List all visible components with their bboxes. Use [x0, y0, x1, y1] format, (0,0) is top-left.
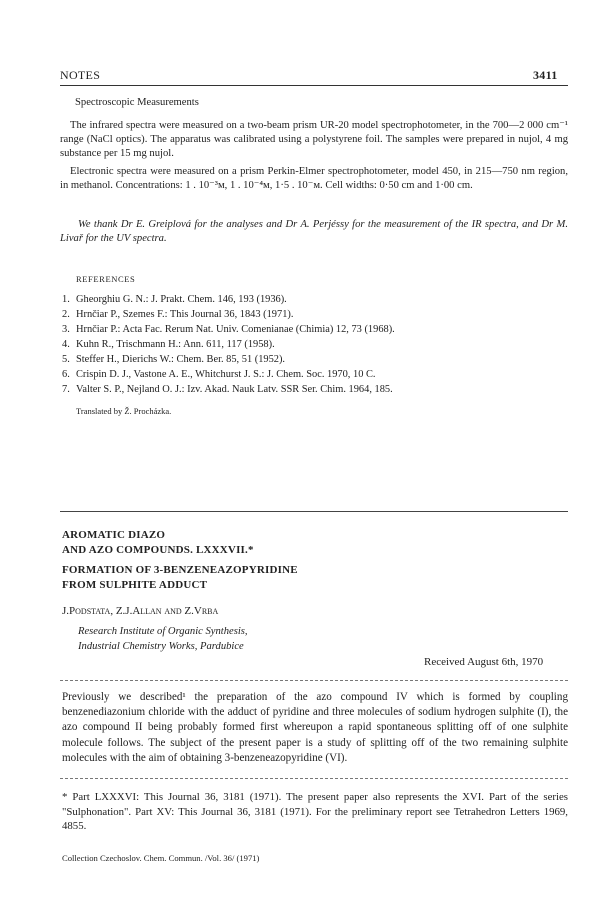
reference-item: 2. Hrnčiar P., Szemes F.: This Journal 36, 1843 (1971).: [62, 309, 294, 320]
reference-item: 7. Valter S. P., Nejland O. J.: Izv. Akad. Nauk Latv. SSR Ser. Chim. 1964, 185.: [62, 384, 393, 395]
abstract-rule-top: [60, 680, 568, 681]
footnote: * Part LXXXVI: This Journal 36, 3181 (1971). The present paper also represents the XVI. Part of the series "Sulphonation". Part XV: This Journal 36, 3181 (1971). For the preliminary report see Tetrahedron Letters 1969, 4855.: [62, 791, 568, 832]
references-list: [62, 292, 568, 397]
authors: J.Podstata, Z.J.Allan and Z.Vrba: [62, 605, 219, 617]
reference-item: 6. Crispin D. J., Vastone A. E., Whitchurst J. S.: J. Chem. Soc. 1970, 10 C.: [62, 369, 376, 380]
intro-paragraph: Previously we described¹ the preparation of the azo compound IV which is formed by coupling benzenediazonium chloride with the adduct of pyridine and three molecules of sodium hydrogen sulphite (I), the azo compound II being probably formed first whereupon a rapid spontaneous splitting off of one sulphite molecule follows. The subject of the present paper is a study of splitting off of the two remaining sulphite molecules with the aim of obtaining 3-benzeneazopyridine (VI).: [62, 691, 568, 764]
translator-note: Translated by Ž. Procházka.: [76, 406, 172, 416]
article-title-line2: AND AZO COMPOUNDS. LXXXVII.*: [62, 544, 254, 556]
section-title: Spectroscopic Measurements: [75, 97, 199, 108]
article-separator: [60, 511, 568, 512]
acknowledgement: We thank Dr E. Greiplová for the analyses and Dr A. Perjéssy for the measurement of the IR spectra, and Dr M. Livař for the UV spectra.: [60, 219, 568, 244]
affiliation-line2: Industrial Chemistry Works, Pardubice: [78, 641, 244, 652]
references-title: REFERENCES: [76, 274, 136, 284]
page-number: 3411: [533, 68, 558, 82]
footer-citation: Collection Czechoslov. Chem. Commun. /Vol. 36/ (1971): [62, 853, 260, 863]
reference-item: 1. Gheorghiu G. N.: J. Prakt. Chem. 146, 193 (1936).: [62, 294, 287, 305]
article-subtitle-line1: FORMATION OF 3-BENZENEAZOPYRIDINE: [62, 564, 298, 576]
paragraph-electronic-spectra: Electronic spectra were measured on a prism Perkin-Elmer spectrophotometer, model 450, in 215—750 nm region, in methanol. Concentrations: 1 . 10⁻³ᴍ, 1 . 10⁻⁴ᴍ, 1·5 . 10⁻ᴍ. Cell widths: 0·50 cm and 1·00 cm.: [60, 166, 568, 191]
reference-item: 3. Hrnčiar P.: Acta Fac. Rerum Nat. Univ. Comenianae (Chimia) 12, 73 (1968).: [62, 324, 395, 335]
reference-item: 4. Kuhn R., Trischmann H.: Ann. 611, 117 (1958).: [62, 339, 275, 350]
affiliation-line1: Research Institute of Organic Synthesis,: [78, 626, 248, 637]
running-header-section: NOTES: [60, 68, 101, 82]
received-date: Received August 6th, 1970: [424, 656, 544, 668]
paragraph-ir-spectra: The infrared spectra were measured on a two-beam prism UR-20 model spectrophotometer, in the 700—2 000 cm⁻¹ range (NaCl optics). The apparatus was calibrated using a polystyrene foil. The samples were prepared in nujol, 4 mg substance per 15 mg nujol.: [60, 120, 568, 159]
header-rule: [60, 85, 568, 86]
reference-item: 5. Steffer H., Dierichs W.: Chem. Ber. 85, 51 (1952).: [62, 354, 286, 365]
footnote-rule: [60, 778, 568, 779]
article-title-line1: AROMATIC DIAZO: [62, 529, 166, 541]
article-subtitle-line2: FROM SULPHITE ADDUCT: [62, 579, 208, 591]
